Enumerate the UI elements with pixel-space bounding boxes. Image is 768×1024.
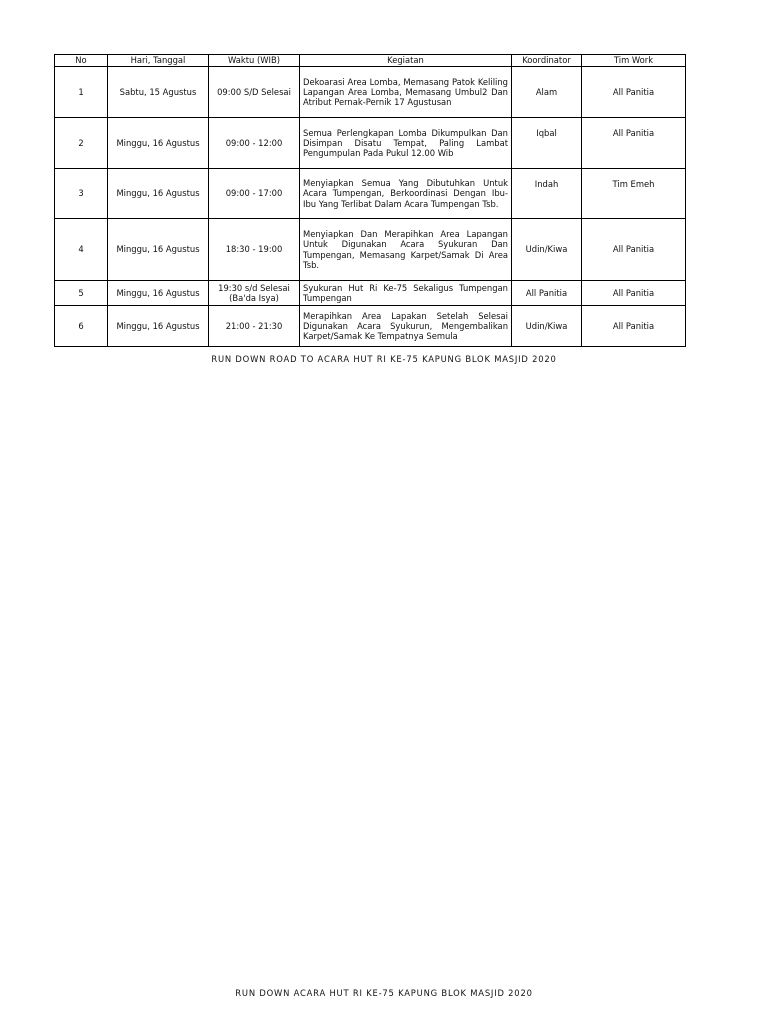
row-time: 18:30 - 19:00 <box>209 219 300 281</box>
table-row <box>55 67 686 118</box>
header-coordinator: Koordinator <box>512 55 582 67</box>
row-date: Minggu, 16 Agustus <box>108 219 209 281</box>
row-activity: Menyiapkan Semua Yang Dibutuhkan Untuk Acara Tumpengan, Berkoordinasi Dengan Ibu-Ibu Yang Terlibat Dalam Acara Tumpengan Tsb. <box>300 169 512 219</box>
row-no: 2 <box>55 118 108 169</box>
row-date: Minggu, 16 Agustus <box>108 169 209 219</box>
row-no: 4 <box>55 219 108 281</box>
row-date: Minggu, 16 Agustus <box>108 306 209 347</box>
row-coordinator: Alam <box>512 67 582 118</box>
footer-caption: RUN DOWN ACARA HUT RI KE-75 KAPUNG BLOK MASJID 2020 <box>235 988 533 998</box>
row-team: Tim Emeh <box>582 169 686 219</box>
row-coordinator: Udin/Kiwa <box>512 306 582 347</box>
table-caption: RUN DOWN ROAD TO ACARA HUT RI KE-75 KAPUNG BLOK MASJID 2020 <box>211 354 557 364</box>
header-activity: Kegiatan <box>300 55 512 67</box>
row-coordinator: Indah <box>512 169 582 219</box>
row-team: All Panitia <box>582 118 686 169</box>
row-coordinator: Udin/Kiwa <box>512 219 582 281</box>
row-coordinator: Iqbal <box>512 118 582 169</box>
row-no: 6 <box>55 306 108 347</box>
row-date: Sabtu, 15 Agustus <box>108 67 209 118</box>
row-activity: Merapihkan Area Lapakan Setelah Selesai Digunakan Acara Syukurun, Mengembalikan Karpet/Samak Ke Tempatnya Semula <box>300 306 512 347</box>
row-activity: Dekoarasi Area Lomba, Memasang Patok Keliling Lapangan Area Lomba, Memasang Umbul2 Dan Atribut Pernak-Pernik 17 Agustusan <box>300 67 512 118</box>
rundown-table <box>54 54 686 347</box>
row-no: 3 <box>55 169 108 219</box>
header-time: Waktu (WIB) <box>209 55 300 67</box>
row-date: Minggu, 16 Agustus <box>108 118 209 169</box>
row-activity: Semua Perlengkapan Lomba Dikumpulkan Dan Disimpan Disatu Tempat, Paling Lambat Pengumpulan Pada Pukul 12.00 Wib <box>300 118 512 169</box>
row-no: 1 <box>55 67 108 118</box>
row-team: All Panitia <box>582 67 686 118</box>
row-team: All Panitia <box>582 306 686 347</box>
row-team: All Panitia <box>582 281 686 306</box>
table-row <box>55 281 686 306</box>
table-row <box>55 219 686 281</box>
row-activity: Menyiapkan Dan Merapihkan Area Lapangan Untuk Digunakan Acara Syukuran Dan Tumpengan, Memasang Karpet/Samak Di Area Tsb. <box>300 219 512 281</box>
header-no: No <box>55 55 108 67</box>
row-activity: Syukuran Hut Ri Ke-75 Sekaligus Tumpengan Tumpengan <box>300 281 512 306</box>
row-time: 09:00 S/D Selesai <box>209 67 300 118</box>
row-time: 19:30 s/d Selesai (Ba'da Isya) <box>209 281 300 306</box>
header-team: Tim Work <box>582 55 686 67</box>
table-row <box>55 118 686 169</box>
table-row <box>55 306 686 347</box>
row-time: 09:00 - 17:00 <box>209 169 300 219</box>
row-date: Minggu, 16 Agustus <box>108 281 209 306</box>
row-no: 5 <box>55 281 108 306</box>
row-time: 09:00 - 12:00 <box>209 118 300 169</box>
row-coordinator: All Panitia <box>512 281 582 306</box>
header-date: Hari, Tanggal <box>108 55 209 67</box>
row-time: 21:00 - 21:30 <box>209 306 300 347</box>
table-header-row <box>55 55 686 67</box>
row-team: All Panitia <box>582 219 686 281</box>
table-row <box>55 169 686 219</box>
